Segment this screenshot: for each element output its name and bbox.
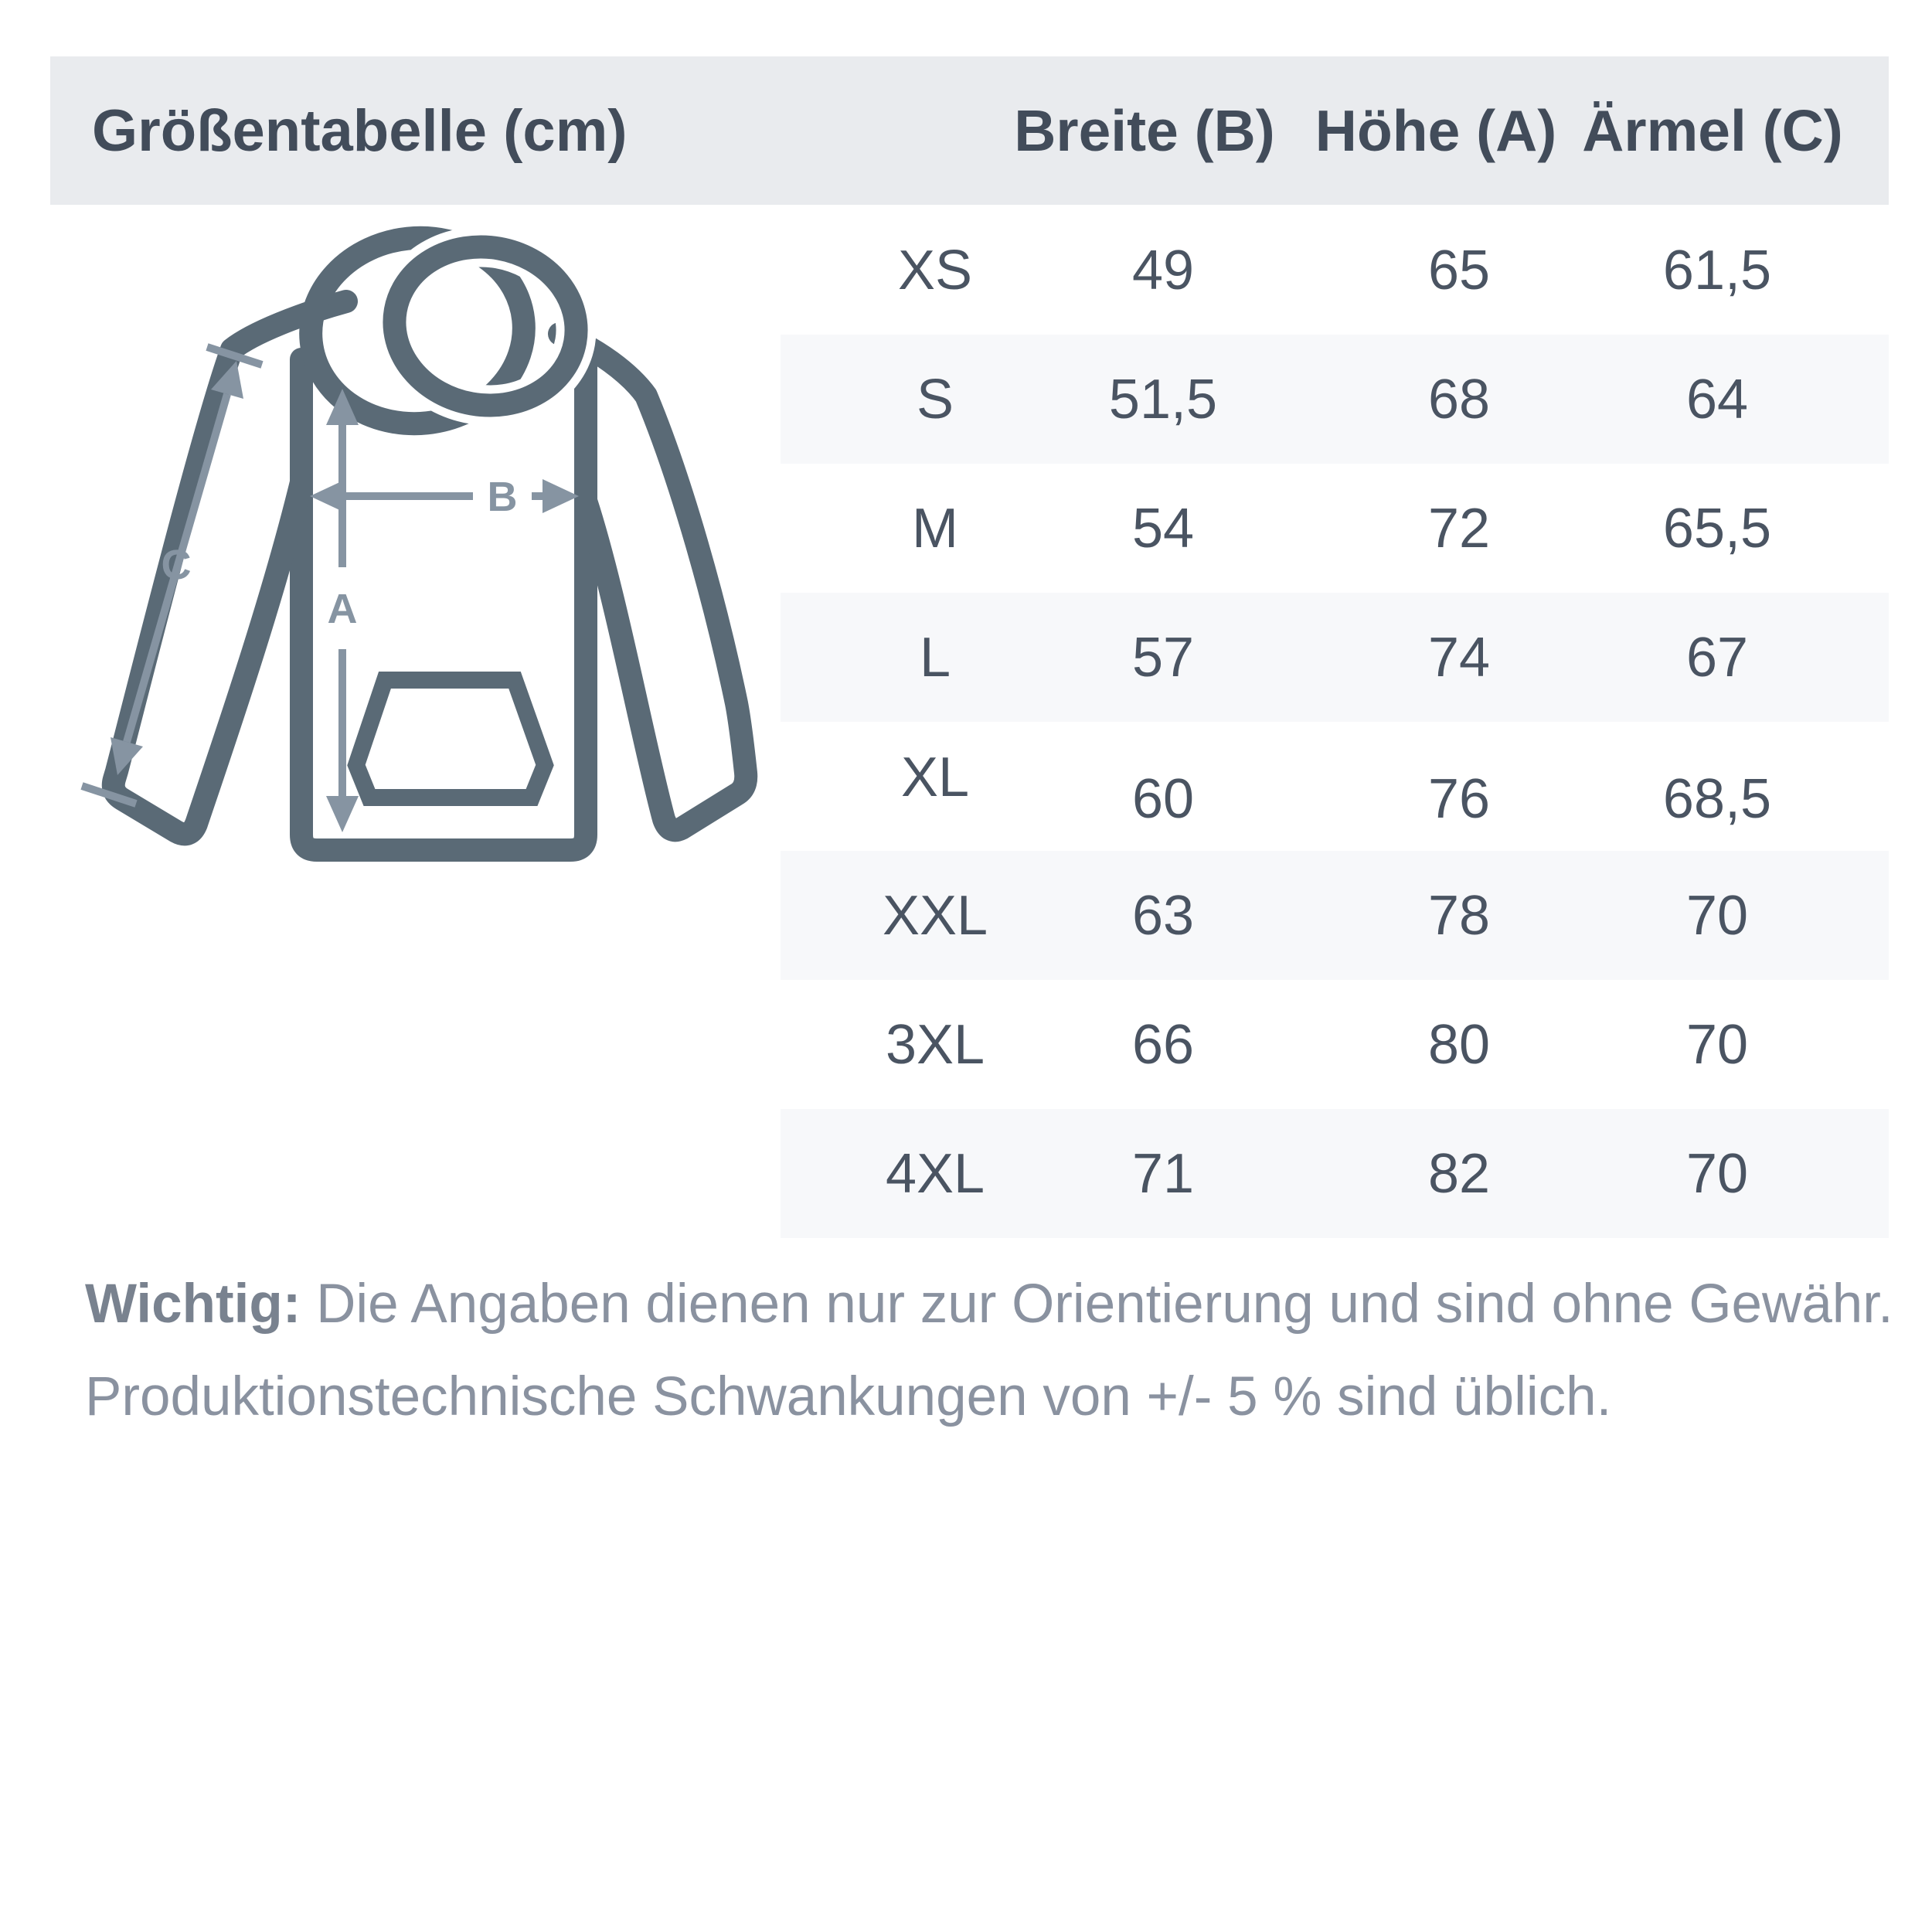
size-label: XXL	[882, 884, 988, 947]
hoehe-value: 76	[1427, 767, 1491, 830]
size-label: XS	[897, 239, 973, 301]
breite-value: 66	[1131, 1013, 1195, 1076]
disclaimer-note	[85, 1258, 1893, 1444]
breite-value: 54	[1131, 497, 1195, 560]
table-row-3xl	[781, 980, 1889, 1109]
disclaimer-line2: Produktionstechnische Schwankungen von +/- 5 % sind üblich.	[85, 1366, 1612, 1427]
table-row-4xl	[781, 1109, 1889, 1238]
size-label: M	[912, 497, 958, 560]
size-table	[781, 206, 1889, 1238]
measure-label-a: A	[327, 586, 358, 632]
aermel-value: 70	[1685, 1142, 1749, 1205]
measure-arrow-b	[310, 474, 579, 520]
table-row-xl	[781, 722, 1889, 851]
aermel-value: 65,5	[1662, 497, 1772, 560]
breite-value: 57	[1131, 626, 1195, 689]
aermel-value: 70	[1685, 884, 1749, 947]
hoehe-value: 78	[1427, 884, 1491, 947]
aermel-value: 64	[1685, 368, 1749, 430]
disclaimer-lead: Wichtig:	[85, 1274, 301, 1335]
table-row-m	[781, 464, 1889, 593]
aermel-value: 67	[1685, 626, 1749, 689]
size-label: 3XL	[885, 1013, 985, 1076]
column-header-hoehe: Höhe (A)	[1315, 98, 1557, 163]
hoehe-value: 65	[1427, 239, 1491, 301]
aermel-value: 61,5	[1662, 239, 1772, 301]
measure-label-b: B	[487, 474, 518, 520]
breite-value: 49	[1131, 239, 1195, 301]
hoehe-value: 82	[1427, 1142, 1491, 1205]
hoehe-value: 80	[1427, 1013, 1491, 1076]
size-label: S	[916, 368, 954, 430]
disclaimer-line1: Die Angaben dienen nur zur Orientierung und sind ohne Gewähr.	[301, 1274, 1893, 1335]
measure-label-c: C	[161, 542, 192, 588]
breite-value: 63	[1131, 884, 1195, 947]
size-label: L	[919, 626, 951, 689]
hoodie-pocket	[356, 680, 545, 798]
breite-value: 51,5	[1108, 368, 1218, 430]
page-title: Größentabelle (cm)	[92, 97, 628, 164]
table-row-xxl	[781, 851, 1889, 980]
size-chart-header	[50, 56, 1889, 205]
column-header-breite: Breite (B)	[1014, 98, 1275, 163]
breite-value: 71	[1131, 1142, 1195, 1205]
column-header-aermel: Ärmel (C)	[1582, 98, 1843, 163]
hoodie-measurement-diagram	[46, 201, 788, 896]
breite-value: 60	[1131, 767, 1195, 830]
table-row-l	[781, 593, 1889, 722]
size-label: XL	[900, 746, 970, 808]
table-row-xs	[781, 206, 1889, 335]
hoehe-value: 74	[1427, 626, 1491, 689]
aermel-value: 68,5	[1662, 767, 1772, 830]
table-row-s	[781, 335, 1889, 464]
hoehe-value: 68	[1427, 368, 1491, 430]
hoehe-value: 72	[1427, 497, 1491, 560]
size-label: 4XL	[885, 1142, 985, 1205]
aermel-value: 70	[1685, 1013, 1749, 1076]
